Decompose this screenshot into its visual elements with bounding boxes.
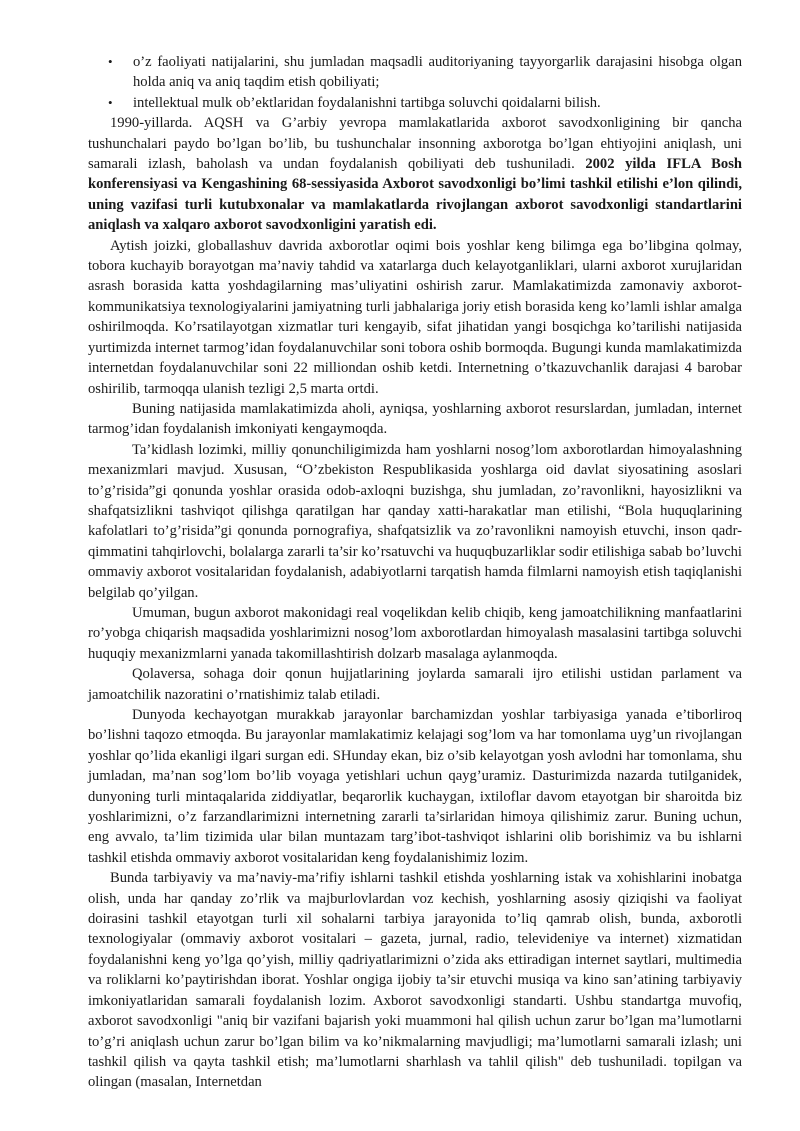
- bullet-item-2: [88, 93, 742, 113]
- bullet-text-2: intellektual mulk ob’ektlaridan foydalanishni tartibga soluvchi qoidalarni bilish.: [133, 94, 601, 111]
- paragraph-general: Umuman, bugun axborot makonidagi real voqelikdan kelib chiqib, keng jamoatchilikning manfaatlarini ro’yobga chiqarish maqsadida yoshlarimizni nosog’lom axborotlardan himoyalash masalasini tartibga soluvchi huquqiy mexanizmlarni yanada takomillashtirish dolzarb masalaga aylanmoqda.: [88, 604, 742, 662]
- paragraph-education: Bunda tarbiyaviy va ma’naviy-ma’rifiy ishlarni tashkil etishda yoshlarning istak va xohishlarini inobatga olish, unda har qanday zo’rlik va majburlovlardan voz kechish, yoshlarning asosiy qiziqishi va faoliyat doirasini tashkil etayotgan turli xil sohalarni tarbiya jarayonida to’liq qamrab olish, bunda, axborotli texnologiyalar (ommaviy axborot vositalari – gazeta, jurnal, radio, televideniye va internet) xizmatidan foydalanishni keng yo’lga qo’yish, milliy qadriyatlarimizni o’zida aks ettiradigan internet saytlari, multimedia va roliklarni ko’paytirishdan iborat. Yoshlar ongiga ijobiy ta’sir etuvchi musiqa va kino san’atining tarbiyaviy imkoniyatlaridan samarali foydalanish lozim. Axborot savodxonligi standarti. Ushbu standartga muvofiq, axborot savodxonligi "aniq bir vazifani bajarish yoki muammoni hal qilish uchun zarur bo’lgan ma’lumotlarni to’g’ri aniqlash uchun zarur bo’lgan bilim va ko’nikmalarning mavjudligi; ma’lumotlarni samarali izlash; uni tashkil qilish va qayta tashkil etish; ma’lumotlarni sharhlash va tahlil qilish" deb tushuniladi. topilgan va olingan (masalan, Internetdan: [88, 870, 742, 1091]
- bullet-text-1: o’z faoliyati natijalarini, shu jumladan maqsadli auditoriyaning tayyorgarlik darajasini hisobga olgan holda aniq va aniq taqdim etish qobiliyati;: [133, 54, 742, 91]
- bullet-list: [88, 52, 742, 113]
- paragraph-1990s: [88, 113, 742, 235]
- paragraph-1990s-bold: 2002 yilda IFLA Bosh konferensiyasi va Kengashining 68-sessiyasida Axborot savodxonligi bo’limi tashkil etilishi e’lon qilindi, uning vazifasi turli kutubxonalar va mamlakatlarda rivojlangan axborot savodxonligi standartlarini aniqlash va xalqaro axborot savodxonligini yaratish edi.: [88, 156, 742, 234]
- paragraph-world: Dunyoda kechayotgan murakkab jarayonlar barchamizdan yoshlar tarbiyasiga yanada e’tiborliroq bo’lishni taqozo etmoqda. Bu jarayonlar mamlakatimiz kelajagi sog’lom va har tomonlama uyg’un rivojlangan yoshlar qo’lida ekanligi ilgari surgan edi. SHunday ekan, biz o’sib kelayotgan yosh avlodni har tomonlama, shu jumladan, ma’nan sog’lom bo’lib voyaga yetishlari uchun qayg’uramiz. Dasturimizda nazarda tutilganidek, dunyoning turli mintaqalarida ziddiyatlar, beqarorlik kuchaygan, ixtiloflar davom etayotgan bir sharoitda biz yoshlarimizni, o’z farzandlarimizni internetning zararli ta’sirlaridan himoya qilishimiz zarur. Buning uchun, eng avvalo, ta’lim tizimida ular bilan muntazam targ’ibot-tashviqot ishlarini olib borishimiz va bu ishlarni tashkil etishda ommaviy axborot vositalaridan keng foydalanishimiz lozim.: [88, 707, 742, 866]
- bullet-dot-icon: •: [108, 94, 113, 110]
- paragraph-control: Qolaversa, sohaga doir qonun hujjatlarining joylarda samarali ijro etilishi ustidan parlament va jamoatchilik nazoratini o’rnatishimiz talab etiladi.: [88, 666, 742, 703]
- paragraph-result: Buning natijasida mamlakatimizda aholi, ayniqsa, yoshlarning axborot resurslardan, jumladan, internet tarmog’idan foydalanish imkoniyati kengaymoqda.: [88, 400, 742, 438]
- paragraph-globalization: Aytish joizki, globallashuv davrida axborotlar oqimi bois yoshlar keng bilimga ega bo’libgina qolmay, tobora kuchayib borayotgan ma’naviy tahdid va xatarlarga duch kelayotganliklari, ularni axborot xurujlaridan asrash borasida katta yoshdagilarning mas’uliyatini oshirish zarur. Mamlakatimizda zamonaviy axborot-kommunikatsiya texnologiyalarini jamiyatning turli jabhalariga joriy etish borasida keng ko’lamli ishlar amalga oshirilmoqda. Ko’rsatilayotgan xizmatlar turi kengayib, sifat jihatidan yangi bosqichga ko’tarilishi natijasida yurtimizda internet tarmog’idan foydalanuvchilar soni tobora oshib bormoqda. Bugungi kunda mamlakatimizda internetdan foydalanuvchilar soni 22 milliondan oshib ketdi. Internetning o’tkazuvchanlik darajasi 4 barobar oshirilib, tarmoqqa ulanish tezligi 2,5 marta ortdi.: [88, 237, 742, 397]
- bullet-item-1: [88, 52, 742, 93]
- paragraph-1990s-text: 1990-yillarda. AQSH va G’arbiy yevropa mamlakatlarida axborot savodxonligining bir qancha tushunchalari paydo bo’lgan bo’lib, bu tushunchalar insonning axborotga bo’lgan ehtiyojini aniqlash, uni samarali izlash, baholash va undan foydalanish qobiliyati deb tushuniladi.: [88, 115, 742, 173]
- bullet-dot-icon: •: [108, 54, 113, 69]
- paragraph-legislation: Ta’kidlash lozimki, milliy qonunchiligimizda ham yoshlarni nosog’lom axborotlardan himoyalashning mexanizmlari mavjud. Xususan, “O’zbekiston Respublikasida yoshlarga oid davlat siyosatining asoslari to’g’risida”gi qonunda yoshlar orasida odob-axloqni buzishga, shu jumladan, zo’ravonlikni, hayosizlikni va shafqatsizlikni tashviqot qilishga qaratilgan har qanday xatti-harakatlar man etilishi, “Bola huquqlarining kafolatlari to’g’risida”gi qonunda pornografiya, shafqatsizlik va zo’ravonlikni namoyish etuvchi, inson qadr-qimmatini tahqirlovchi, bolalarga zararli ta’sir ko’rsatuvchi va huquqbuzarliklar sodir etilishiga sabab bo’luvchi ommaviy axborot vositalaridan foydalanish, adabiyotlarni tarqatish hamda filmlarni namoyish etish taqiqlanishi belgilab qo’yilgan.: [88, 441, 742, 601]
